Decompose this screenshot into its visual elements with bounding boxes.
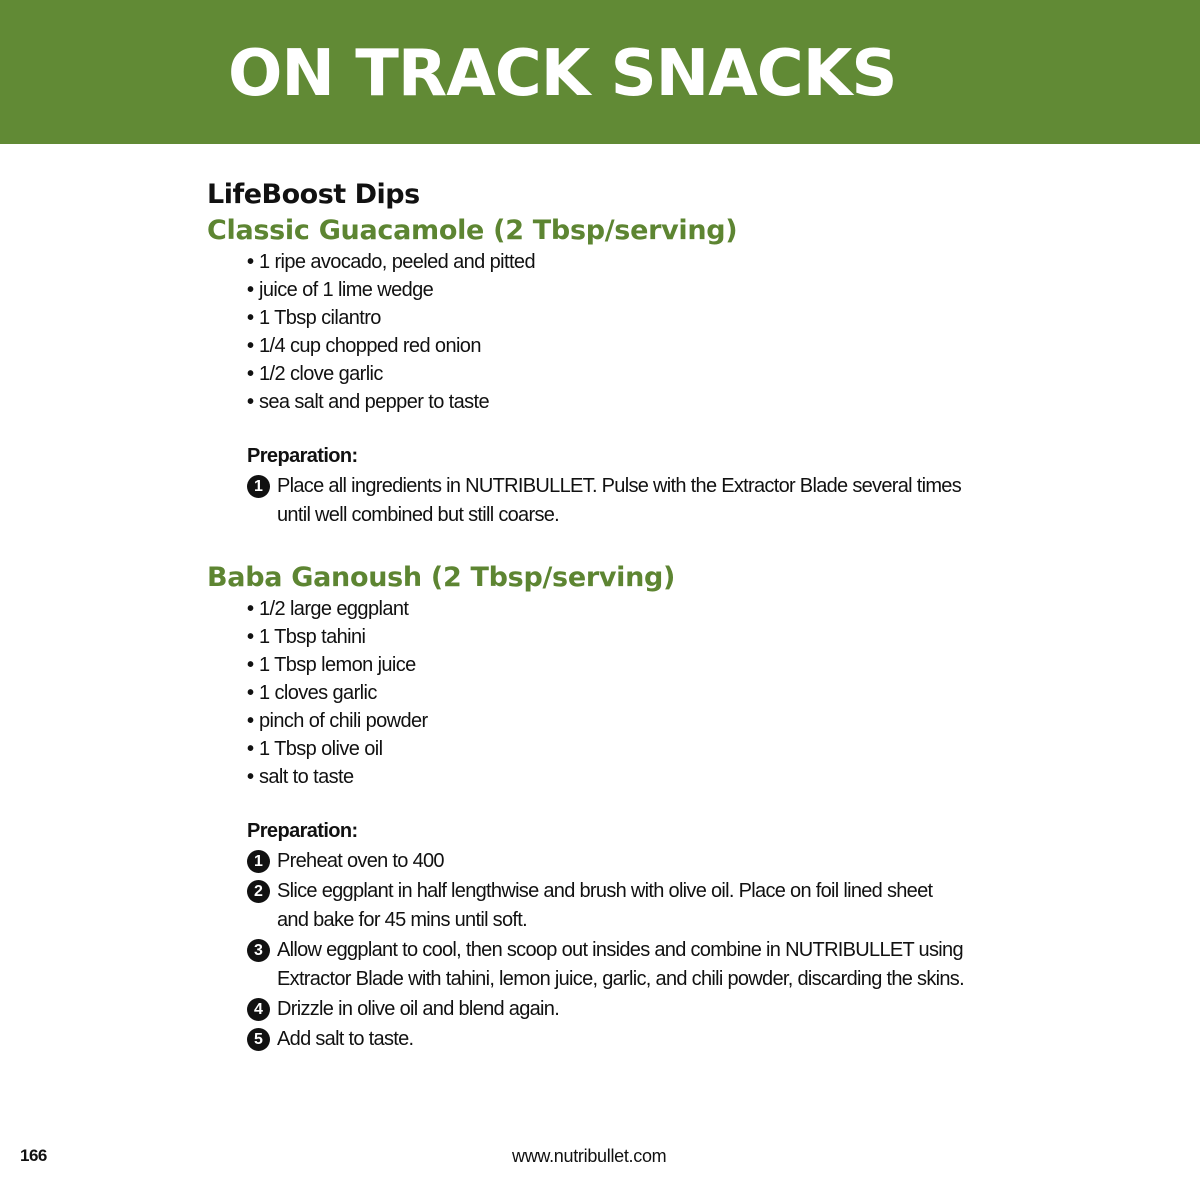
preparation-step — [247, 847, 967, 876]
recipe-title: Baba Ganoush (2 Tbsp/serving) — [207, 562, 676, 593]
ingredient-list — [207, 595, 967, 791]
step-text: Slice eggplant in half lengthwise and brush with olive oil. Place on foil lined sheet and bake for 45 mins until soft. — [277, 880, 933, 931]
bullet-icon: • — [247, 391, 254, 413]
preparation-step — [247, 877, 967, 935]
step-number-icon: 2 — [247, 880, 270, 903]
ingredient-item: • salt to taste — [247, 763, 967, 791]
step-text: Add salt to taste. — [277, 1028, 414, 1050]
bullet-icon: • — [247, 766, 254, 788]
bullet-icon: • — [247, 598, 254, 620]
bullet-icon: • — [247, 279, 254, 301]
ingredient-list — [207, 248, 967, 416]
bullet-icon: • — [247, 626, 254, 648]
preparation-steps — [207, 472, 967, 530]
recipe-content — [207, 176, 967, 1055]
preparation-step — [247, 472, 967, 530]
ingredient-item: • 1/4 cup chopped red onion — [247, 332, 967, 360]
ingredient-item: • 1 Tbsp tahini — [247, 623, 967, 651]
page-number: 166 — [20, 1146, 47, 1165]
ingredient-item: • pinch of chili powder — [247, 707, 967, 735]
bullet-icon: • — [247, 307, 254, 329]
ingredient-item: • 1/2 large eggplant — [247, 595, 967, 623]
ingredient-item: • juice of 1 lime wedge — [247, 276, 967, 304]
step-number-icon: 4 — [247, 998, 270, 1021]
recipe-baba-ganoush — [207, 561, 967, 1054]
ingredient-item: • sea salt and pepper to taste — [247, 388, 967, 416]
step-text: Allow eggplant to cool, then scoop out insides and combine in NUTRIBULLET using Extractor Blade with tahini, lemon juice, garlic, and chili powder, discarding the skins. — [277, 939, 964, 990]
step-text: Place all ingredients in NUTRIBULLET. Pulse with the Extractor Blade several times until well combined but still coarse. — [277, 475, 962, 526]
ingredient-item: • 1 Tbsp lemon juice — [247, 651, 967, 679]
preparation-step — [247, 995, 967, 1024]
bullet-icon: • — [247, 363, 254, 385]
recipe-title: Classic Guacamole (2 Tbsp/serving) — [207, 215, 738, 246]
bullet-icon: • — [247, 335, 254, 357]
ingredient-item: • 1 Tbsp olive oil — [247, 735, 967, 763]
bullet-icon: • — [247, 738, 254, 760]
preparation-steps — [207, 847, 967, 1054]
step-text: Preheat oven to 400 — [277, 850, 444, 872]
ingredient-item: • 1/2 clove garlic — [247, 360, 967, 388]
bullet-icon: • — [247, 682, 254, 704]
header-banner — [0, 0, 1200, 144]
step-number-icon: 3 — [247, 939, 270, 962]
ingredient-item: • 1 cloves garlic — [247, 679, 967, 707]
preparation-label: Preparation: — [247, 820, 358, 842]
step-number-icon: 1 — [247, 475, 270, 498]
section-title: LifeBoost Dips — [207, 179, 420, 210]
preparation-step — [247, 1025, 967, 1054]
bullet-icon: • — [247, 251, 254, 273]
ingredient-item: • 1 Tbsp cilantro — [247, 304, 967, 332]
ingredient-item: • 1 ripe avocado, peeled and pitted — [247, 248, 967, 276]
preparation-label: Preparation: — [247, 445, 358, 467]
bullet-icon: • — [247, 710, 254, 732]
recipe-guacamole — [207, 214, 967, 530]
step-text: Drizzle in olive oil and blend again. — [277, 998, 560, 1020]
page-title: ON TRACK SNACKS — [228, 37, 897, 111]
website-link[interactable]: www.nutribullet.com — [512, 1146, 667, 1166]
bullet-icon: • — [247, 654, 254, 676]
preparation-step — [247, 936, 967, 994]
step-number-icon: 1 — [247, 850, 270, 873]
step-number-icon: 5 — [247, 1028, 270, 1051]
